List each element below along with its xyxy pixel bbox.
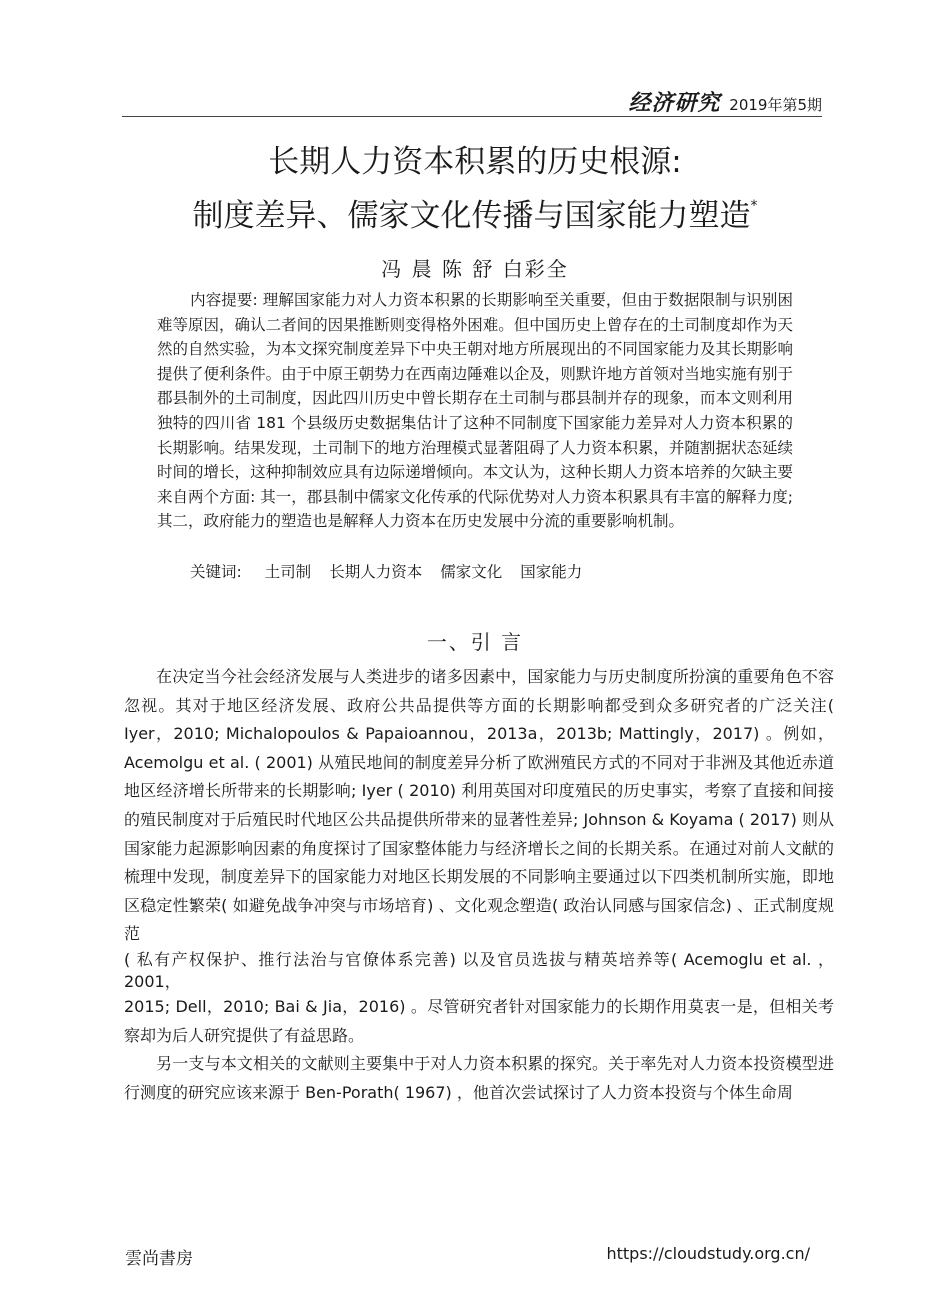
paragraph-1-part-2: ( 私有产权保护、推行法治与官僚体系完善) 以及官员选拔与精英培养等( Acemoglu et al. ，2001， bbox=[124, 949, 834, 991]
issue-label: 2019年第5期 bbox=[729, 96, 822, 114]
paragraph-2 bbox=[124, 1050, 834, 1107]
keyword-item: 国家能力 bbox=[520, 563, 583, 581]
footer-url: https://cloudstudy.org.cn/ bbox=[606, 1244, 810, 1263]
paragraph-1 bbox=[124, 663, 834, 949]
body-text bbox=[124, 663, 834, 1107]
abstract bbox=[157, 288, 793, 534]
paragraph-2-text: 另一支与本文相关的文献则主要集中于对人力资本积累的探究。关于率先对人力资本投资模型进行测度的研究应该来源于 Ben-Porath( 1967) ，他首次尝试探讨了人力资本投资与个体生命周 bbox=[124, 1054, 834, 1102]
title-footnote-mark: * bbox=[750, 198, 758, 214]
author-list: 冯 晨 陈 舒 白彩全 bbox=[381, 257, 569, 281]
paper-title bbox=[0, 140, 950, 238]
abstract-label: 内容提要: bbox=[190, 291, 258, 309]
paragraph-1-part-3: 2015; Dell，2010; Bai & Jia，2016) 。尽管研究者针对国家能力的长期作用莫衷一是，但相关考察却为后人研究提供了有益思路。 bbox=[124, 996, 834, 1045]
section-heading-introduction: 一、引 言 bbox=[426, 630, 524, 654]
keyword-item: 长期人力资本 bbox=[329, 563, 423, 581]
keyword-item: 土司制 bbox=[264, 563, 312, 581]
running-header bbox=[122, 86, 822, 117]
title-line-2: 制度差异、儒家文化传播与国家能力塑造 bbox=[192, 198, 751, 234]
footer-watermark: 雲尚書房 bbox=[125, 1249, 193, 1269]
journal-logo: 经济研究 bbox=[628, 90, 721, 116]
keywords bbox=[190, 560, 582, 582]
keyword-item: 儒家文化 bbox=[440, 563, 503, 581]
title-line-1: 长期人力资本积累的历史根源: bbox=[268, 144, 682, 180]
keywords-label: 关键词: bbox=[190, 563, 242, 581]
paragraph-1-part-1: 在决定当今社会经济发展与人类进步的诸多因素中，国家能力与历史制度所扮演的重要角色不容忽视。其对于地区经济发展、政府公共品提供等方面的长期影响都受到众多研究者的广泛关注( Iyer，2010; Michalopoulos & Papaioannou，2013a，2013b; Mattingly，2017) 。例如，Acemolgu et al. ( 2001) 从殖民地间的制度差异分析了欧洲殖民方式的不同对于非洲及其他近赤道地区经济增长所带来的长期影响; Iyer ( 2010) 利用英国对印度殖民的历史事实，考察了直接和间接的殖民制度对于后殖民时代地区公共品提供所带来的显著性差异; Johnson & Koyama ( 2017) 则从国家能力起源影响因素的角度探讨了国家整体能力与经济增长之间的长期关系。在通过对前人文献的梳理中发现，制度差异下的国家能力对地区长期发展的不同影响主要通过以下四类机制所实施，即地区稳定性繁荣( 如避免战争冲突与市场培育) 、文化观念塑造( 政治认同感与国家信念) 、正式制度规范 bbox=[124, 667, 834, 944]
abstract-text: 理解国家能力对人力资本积累的长期影响至关重要，但由于数据限制与识别困难等原因，确认二者间的因果推断则变得格外困难。但中国历史上曾存在的土司制度却作为天然的自然实验，为本文探究制度差异下中央王朝对地方所展现出的不同国家能力及其长期影响提供了便利条件。由于中原王朝势力在西南边陲难以企及，则默许地方首领对当地实施有别于郡县制外的土司制度，因此四川历史中曾长期存在土司制与郡县制并存的现象，而本文则利用独特的四川省 181 个县级历史数据集估计了这种不同制度下国家能力差异对人力资本积累的长期影响。结果发现，土司制下的地方治理模式显著阻碍了人力资本积累，并随割据状态延续时间的增长，这种抑制效应具有边际递增倾向。本文认为，这种长期人力资本培养的欠缺主要来自两个方面: 其一，郡县制中儒家文化传承的代际优势对人力资本积累具有丰富的解释力度; 其二，政府能力的塑造也是解释人力资本在历史发展中分流的重要影响机制。 bbox=[157, 291, 793, 531]
journal-issue bbox=[628, 86, 822, 117]
